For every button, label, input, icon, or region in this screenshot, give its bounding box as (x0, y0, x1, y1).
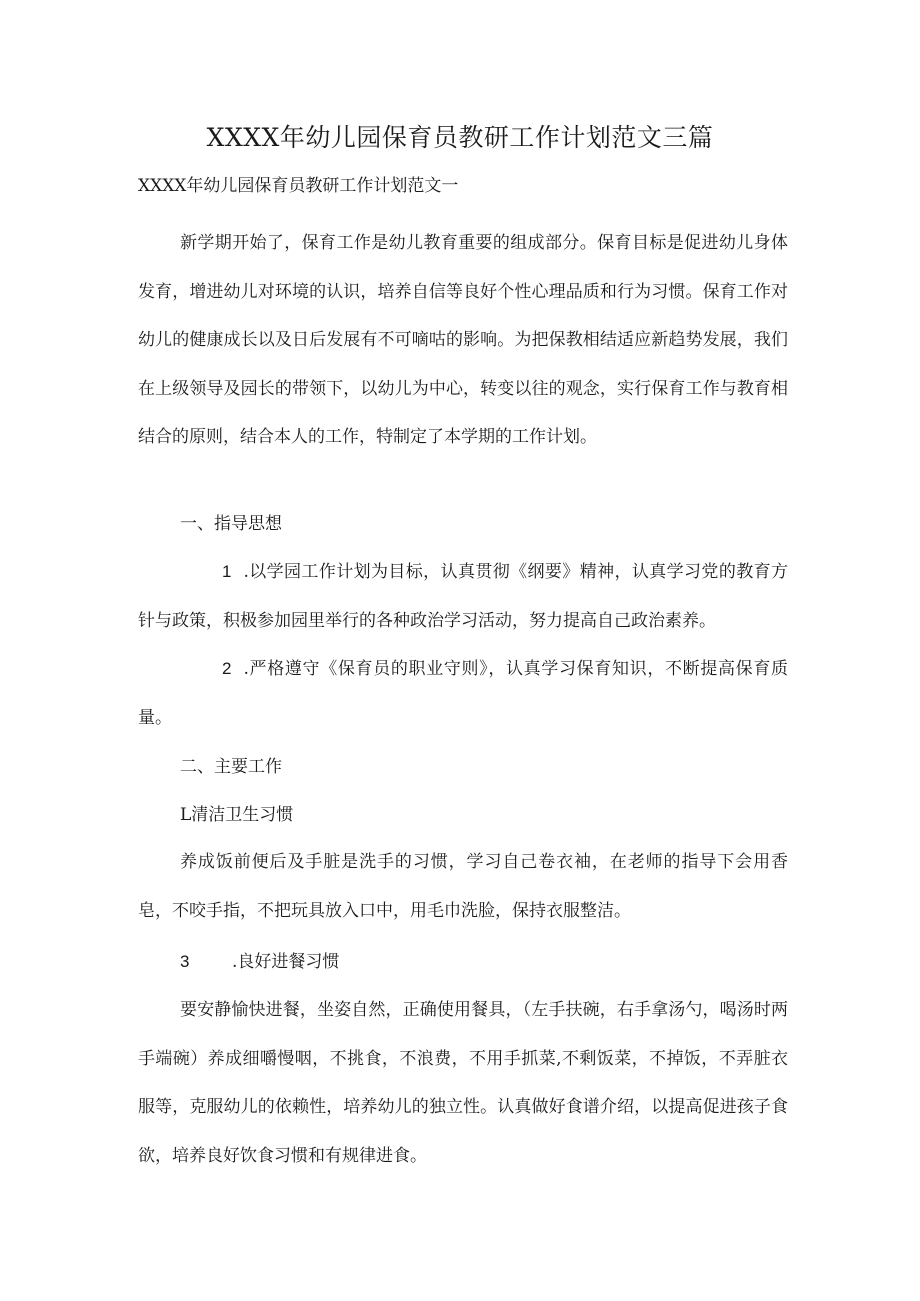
item-2-paragraph (138, 645, 788, 742)
subsection-heading-hygiene: L清洁卫生习惯 (180, 805, 294, 825)
subsection-dining-title: .良好进餐习惯 (232, 952, 340, 972)
item-1-number: 1 (222, 562, 232, 581)
section-heading-main-work: 二、主要工作 (180, 757, 282, 777)
dining-paragraph: 要安静愉快进餐，坐姿自然，正确使用餐具，（左手扶碗，右手拿汤勺，喝汤时两手端碗）养成细嚼慢咽，不挑食，不浪费，不用手抓菜,不剩饭菜，不掉饭，不弄脏衣服等，克服幼儿的依赖性，培养幼儿的独立性。认真做好食谱介绍，以提高促进孩子食欲，培养良好饮食习惯和有规律进食。 (138, 1000, 788, 1166)
item-2-number: 2 (222, 659, 232, 678)
document-title: XXXX年幼儿园保育员教研工作计划范文三篇 (206, 123, 714, 152)
item-2-text: .严格遵守《保育员的职业守则》，认真学习保育知识，不断提高保育质量。 (138, 659, 788, 728)
item-1-paragraph (138, 548, 788, 645)
intro-paragraph: 新学期开始了，保育工作是幼儿教育重要的组成部分。保育目标是促进幼儿身体发育，增进幼儿对环境的认识，培养自信等良好个性心理品质和行为习惯。保育工作对幼儿的健康成长以及日后发展有不可嘀咕的影响。为把保教相结适应新趋势发展，我们在上级领导及园长的带领下，以幼儿为中心，转变以往的观念，实行保育工作与教育相结合的原则，结合本人的工作，特制定了本学期的工作计划。 (138, 233, 788, 447)
item-1-text: .以学园工作计划为目标，认真贯彻《纲要》精神，认真学习党的教育方针与政策，积极参加园里举行的各种政治学习活动，努力提高自己政治素养。 (138, 562, 788, 631)
document-subtitle: XXXX年幼儿园保育员教研工作计划范文一 (138, 176, 459, 196)
section-heading-guiding-ideology: 一、指导思想 (180, 514, 282, 534)
hygiene-paragraph: 养成饭前便后及手脏是洗手的习惯，学习自己卷衣袖，在老师的指导下会用香皂，不咬手指，不把玩具放入口中，用毛巾洗脸，保持衣服整洁。 (138, 852, 788, 921)
subsection-dining-number: 3 (180, 952, 190, 971)
subsection-heading-dining (180, 948, 339, 976)
